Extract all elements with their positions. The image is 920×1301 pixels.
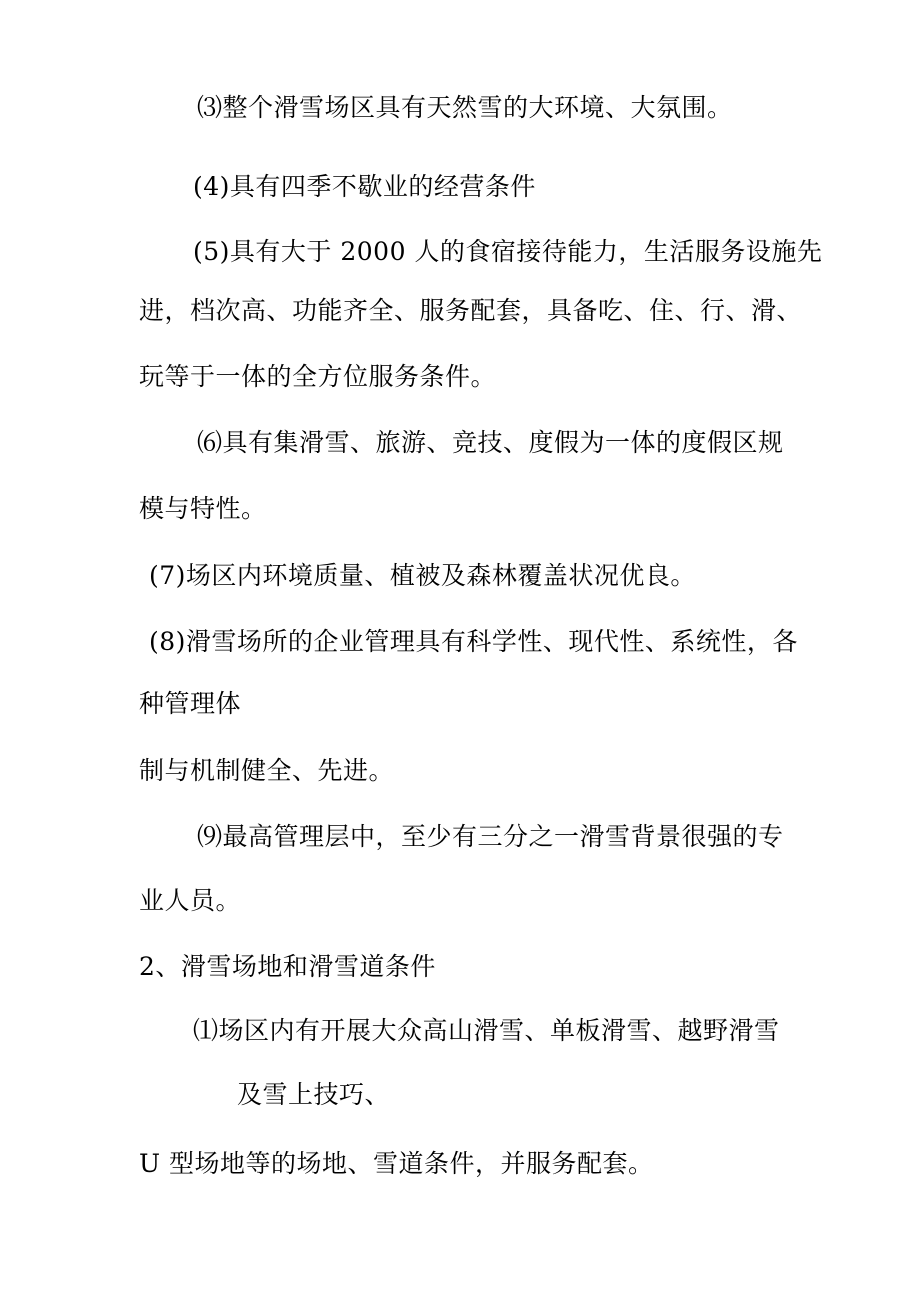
text-line-2: (4)具有四季不歇业的经营条件 (193, 172, 536, 201)
text-line-8: (7)场区内环境质量、植被及森林覆盖状况优良。 (149, 561, 696, 590)
text-line-13: 业人员。 (139, 886, 242, 915)
text-line-1: ⑶整个滑雪场区具有天然雪的大环境、大氛围。 (197, 93, 733, 122)
text-line-6: ⑹具有集滑雪、旅游、竞技、度假为一体的度假区规 (197, 428, 784, 457)
section-heading: 2、滑雪场地和滑雪道条件 (139, 952, 436, 981)
text-line-16: 及雪上技巧、 (237, 1080, 391, 1109)
text-line-17: U 型场地等的场地、雪道条件，并服务配套。 (139, 1149, 654, 1178)
text-line-7: 模与特性。 (139, 494, 267, 523)
text-line-11: 制与机制健全、先进。 (139, 756, 395, 785)
text-line-4: 进，档次高、功能齐全、服务配套，具备吃、住、行、滑、 (139, 296, 803, 325)
text-line-3: (5)具有大于 2000 人的食宿接待能力，生活服务设施先 (193, 237, 823, 266)
text-line-12: ⑼最高管理层中，至少有三分之一滑雪背景很强的专 (197, 822, 784, 851)
text-line-15: ⑴场区内有开展大众高山滑雪、单板滑雪、越野滑雪 (193, 1016, 780, 1045)
text-line-10: 种管理体 (139, 689, 242, 718)
text-line-5: 玩等于一体的全方位服务条件。 (139, 362, 497, 391)
text-line-9: (8)滑雪场所的企业管理具有科学性、现代性、系统性，各 (149, 627, 798, 656)
